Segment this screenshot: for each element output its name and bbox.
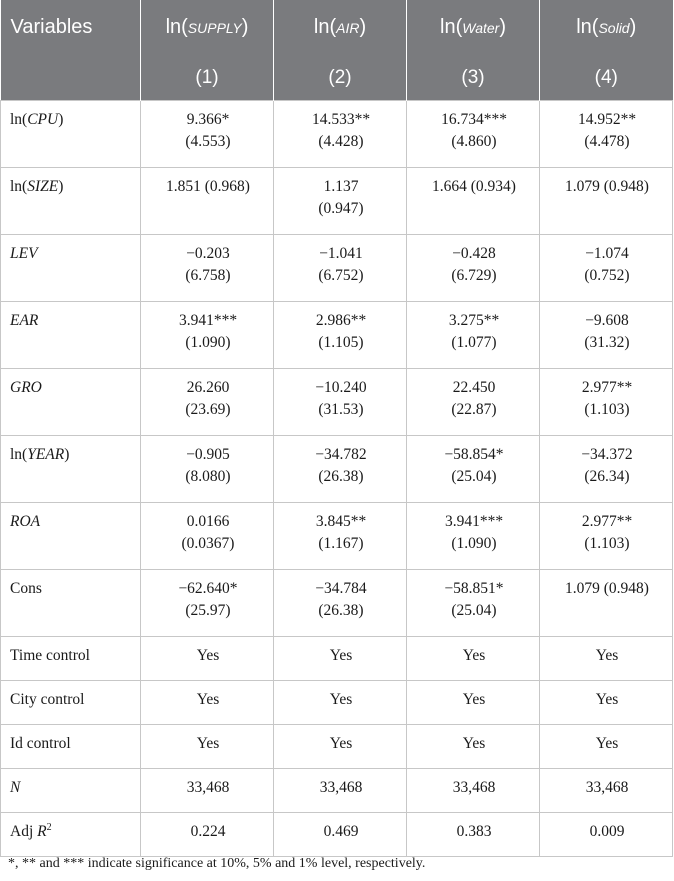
table-cell: −34.784 (26.38): [274, 570, 407, 637]
row-label: Time control: [1, 637, 141, 681]
table-cell: Yes: [141, 637, 274, 681]
row-label: Id control: [1, 725, 141, 769]
row-label: Adj $R^2$: [1, 813, 141, 857]
table-cell: −1.041 (6.752): [274, 235, 407, 302]
table-cell: 3.275** (1.077): [407, 302, 540, 369]
row-label: ln(CPU): [1, 101, 141, 168]
row-label: ln(YEAR): [1, 436, 141, 503]
table-row: [1, 681, 673, 725]
header-col-2: ln(AIR): [274, 0, 407, 55]
table-cell: 3.941*** (1.090): [407, 503, 540, 570]
table-cell: −62.640* (25.97): [141, 570, 274, 637]
table-cell: 3.941*** (1.090): [141, 302, 274, 369]
row-label: N: [1, 769, 141, 813]
table-cell: −0.905 (8.080): [141, 436, 274, 503]
table-cell: Yes: [540, 681, 673, 725]
table-cell: Yes: [274, 637, 407, 681]
header-variables: Variables: [1, 0, 141, 55]
table-row: [1, 813, 673, 857]
table-cell: −58.851* (25.04): [407, 570, 540, 637]
row-label: Cons: [1, 570, 141, 637]
table-row: [1, 637, 673, 681]
table-cell: −9.608 (31.32): [540, 302, 673, 369]
table-cell: −0.203 (6.758): [141, 235, 274, 302]
header-empty: [1, 55, 141, 101]
table-cell: 22.450 (22.87): [407, 369, 540, 436]
table-cell: 33,468: [540, 769, 673, 813]
table-cell: 0.0166 (0.0367): [141, 503, 274, 570]
table-cell: 0.224: [141, 813, 274, 857]
table-cell: 1.079 (0.948): [540, 168, 673, 235]
header-row-variables: [1, 0, 673, 55]
row-label: EAR: [1, 302, 141, 369]
table-cell: 0.383: [407, 813, 540, 857]
header-row-numbers: [1, 55, 673, 101]
header-col-1: ln(SUPPLY): [141, 0, 274, 55]
table-cell: 33,468: [141, 769, 274, 813]
table-cell: 2.986** (1.105): [274, 302, 407, 369]
table-cell: 1.664 (0.934): [407, 168, 540, 235]
table-cell: −0.428 (6.729): [407, 235, 540, 302]
header-num-1: (1): [141, 55, 274, 101]
table-cell: 0.009: [540, 813, 673, 857]
table-row: [1, 168, 673, 235]
table-cell: Yes: [540, 725, 673, 769]
row-label: ln(SIZE): [1, 168, 141, 235]
table-cell: Yes: [141, 725, 274, 769]
table-cell: Yes: [407, 725, 540, 769]
table-cell: −1.074 (0.752): [540, 235, 673, 302]
table-cell: 1.851 (0.968): [141, 168, 274, 235]
header-col-3: ln(Water): [407, 0, 540, 55]
table-row: [1, 436, 673, 503]
row-label: ROA: [1, 503, 141, 570]
header-num-3: (3): [407, 55, 540, 101]
table-cell: 14.533** (4.428): [274, 101, 407, 168]
table-cell: Yes: [540, 637, 673, 681]
row-label: City control: [1, 681, 141, 725]
table-row: [1, 235, 673, 302]
table-row: [1, 725, 673, 769]
header-num-2: (2): [274, 55, 407, 101]
table-cell: 3.845** (1.167): [274, 503, 407, 570]
table-cell: −58.854* (25.04): [407, 436, 540, 503]
table-cell: 2.977** (1.103): [540, 369, 673, 436]
table-cell: −34.782 (26.38): [274, 436, 407, 503]
table-cell: 0.469: [274, 813, 407, 857]
table-cell: Yes: [274, 725, 407, 769]
table-cell: Yes: [407, 681, 540, 725]
table-cell: 1.079 (0.948): [540, 570, 673, 637]
table-cell: 33,468: [274, 769, 407, 813]
table-cell: 26.260 (23.69): [141, 369, 274, 436]
table-cell: Yes: [407, 637, 540, 681]
table-cell: 1.137 (0.947): [274, 168, 407, 235]
row-label: GRO: [1, 369, 141, 436]
row-label: LEV: [1, 235, 141, 302]
header-col-4: ln(Solid): [540, 0, 673, 55]
footnote: *, ** and *** indicate significance at 10%, 5% and 1% level, respectively.: [8, 856, 426, 871]
table-cell: Yes: [274, 681, 407, 725]
table-row: [1, 570, 673, 637]
table-row: [1, 503, 673, 570]
table-row: [1, 369, 673, 436]
table-cell: 33,468: [407, 769, 540, 813]
table-cell: 2.977** (1.103): [540, 503, 673, 570]
table-row: [1, 769, 673, 813]
table-cell: 9.366* (4.553): [141, 101, 274, 168]
table-body: [1, 101, 673, 857]
table-cell: −10.240 (31.53): [274, 369, 407, 436]
table-cell: 16.734*** (4.860): [407, 101, 540, 168]
table-row: [1, 302, 673, 369]
table-cell: Yes: [141, 681, 274, 725]
table-cell: −34.372 (26.34): [540, 436, 673, 503]
header-num-4: (4): [540, 55, 673, 101]
table-row: [1, 101, 673, 168]
table-cell: 14.952** (4.478): [540, 101, 673, 168]
